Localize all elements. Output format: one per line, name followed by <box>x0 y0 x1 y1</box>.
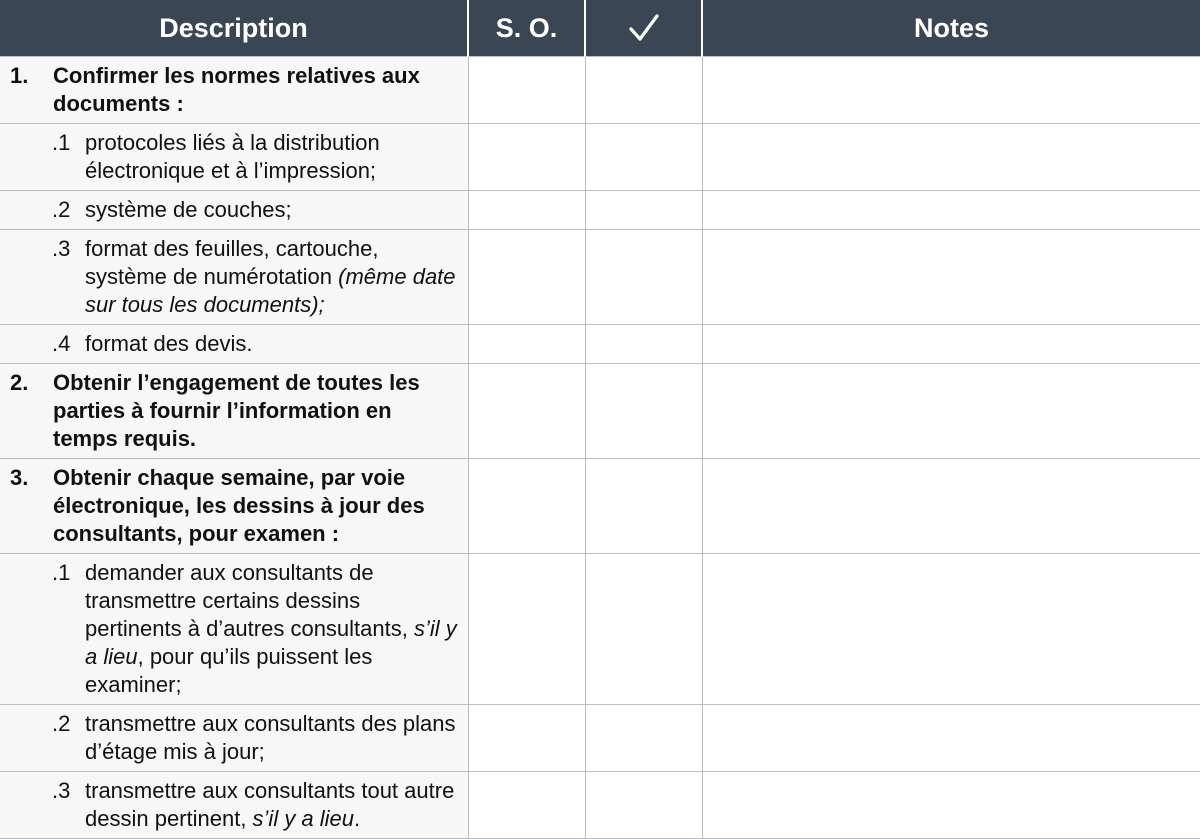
item-number: .4 <box>52 331 71 356</box>
item-text: transmettre aux consultants des plans d’étage mis à jour; <box>85 711 456 764</box>
table-row <box>0 705 1200 772</box>
table-row <box>0 230 1200 325</box>
table-row <box>0 57 1200 124</box>
so-cell[interactable] <box>468 124 585 191</box>
so-cell[interactable] <box>468 554 585 705</box>
notes-cell[interactable] <box>702 772 1200 839</box>
item-text: Obtenir l’engagement de toutes les parties à fournir l’information en temps requis. <box>53 370 420 451</box>
item-text: format des devis. <box>85 331 253 356</box>
header-description: Description <box>0 0 468 57</box>
item-text <box>85 559 458 699</box>
item-text-italic: s’il y a lieu <box>252 806 355 831</box>
notes-cell[interactable] <box>702 459 1200 554</box>
so-cell[interactable] <box>468 459 585 554</box>
notes-cell[interactable] <box>702 705 1200 772</box>
description-cell <box>0 230 468 325</box>
so-cell[interactable] <box>468 705 585 772</box>
check-cell[interactable] <box>585 554 702 705</box>
so-cell[interactable] <box>468 57 585 124</box>
description-cell <box>0 191 468 230</box>
notes-cell[interactable] <box>702 554 1200 705</box>
so-cell[interactable] <box>468 325 585 364</box>
table-row <box>0 554 1200 705</box>
description-cell <box>0 364 468 459</box>
check-cell[interactable] <box>585 364 702 459</box>
header-row <box>0 0 1200 57</box>
notes-cell[interactable] <box>702 325 1200 364</box>
check-cell[interactable] <box>585 230 702 325</box>
table-row <box>0 191 1200 230</box>
item-number: 3. <box>10 465 29 490</box>
description-cell <box>0 772 468 839</box>
header-check <box>585 0 702 57</box>
item-text-italic: (même date sur tous les documents); <box>85 264 456 317</box>
item-text-main: transmettre aux consultants tout autre dessin pertinent, <box>85 778 455 831</box>
header-so: S. O. <box>468 0 585 57</box>
item-text <box>85 235 458 319</box>
item-text: Confirmer les normes relatives aux documents : <box>53 63 420 116</box>
table-row <box>0 124 1200 191</box>
header-notes: Notes <box>702 0 1200 57</box>
check-cell[interactable] <box>585 191 702 230</box>
item-text-after: . <box>354 806 361 831</box>
table-row <box>0 325 1200 364</box>
so-cell[interactable] <box>468 191 585 230</box>
check-cell[interactable] <box>585 57 702 124</box>
item-number: .3 <box>52 236 71 261</box>
notes-cell[interactable] <box>702 124 1200 191</box>
item-text-main: demander aux consultants de transmettre certains dessins pertinents à d’autres consultants, <box>85 560 414 641</box>
check-cell[interactable] <box>585 459 702 554</box>
table-row <box>0 772 1200 839</box>
so-cell[interactable] <box>468 772 585 839</box>
description-cell <box>0 57 468 124</box>
so-cell[interactable] <box>468 364 585 459</box>
item-number: .1 <box>52 130 71 155</box>
description-cell <box>0 124 468 191</box>
so-cell[interactable] <box>468 230 585 325</box>
item-text-main: format des feuilles, cartouche, système de numérotation <box>85 236 379 289</box>
description-cell <box>0 325 468 364</box>
notes-cell[interactable] <box>702 364 1200 459</box>
item-number: .1 <box>52 560 71 585</box>
description-cell <box>0 705 468 772</box>
description-cell <box>0 554 468 705</box>
check-cell[interactable] <box>585 772 702 839</box>
item-text: protocoles liés à la distribution électronique et à l’impression; <box>85 130 380 183</box>
item-number: .2 <box>52 711 71 736</box>
item-text: système de couches; <box>85 197 292 222</box>
checkmark-icon <box>628 13 660 43</box>
item-number: .2 <box>52 197 71 222</box>
item-text-italic: s’il y a lieu <box>85 616 457 669</box>
check-cell[interactable] <box>585 705 702 772</box>
description-cell <box>0 459 468 554</box>
item-text-after: , pour qu’ils puissent les examiner; <box>85 644 373 697</box>
check-cell[interactable] <box>585 325 702 364</box>
item-number: .3 <box>52 778 71 803</box>
notes-cell[interactable] <box>702 230 1200 325</box>
item-number: 1. <box>10 63 29 88</box>
item-number: 2. <box>10 370 29 395</box>
notes-cell[interactable] <box>702 191 1200 230</box>
check-cell[interactable] <box>585 124 702 191</box>
table-row <box>0 364 1200 459</box>
item-text: Obtenir chaque semaine, par voie électronique, les dessins à jour des consultants, pour examen : <box>53 465 425 546</box>
table-row <box>0 459 1200 554</box>
notes-cell[interactable] <box>702 57 1200 124</box>
